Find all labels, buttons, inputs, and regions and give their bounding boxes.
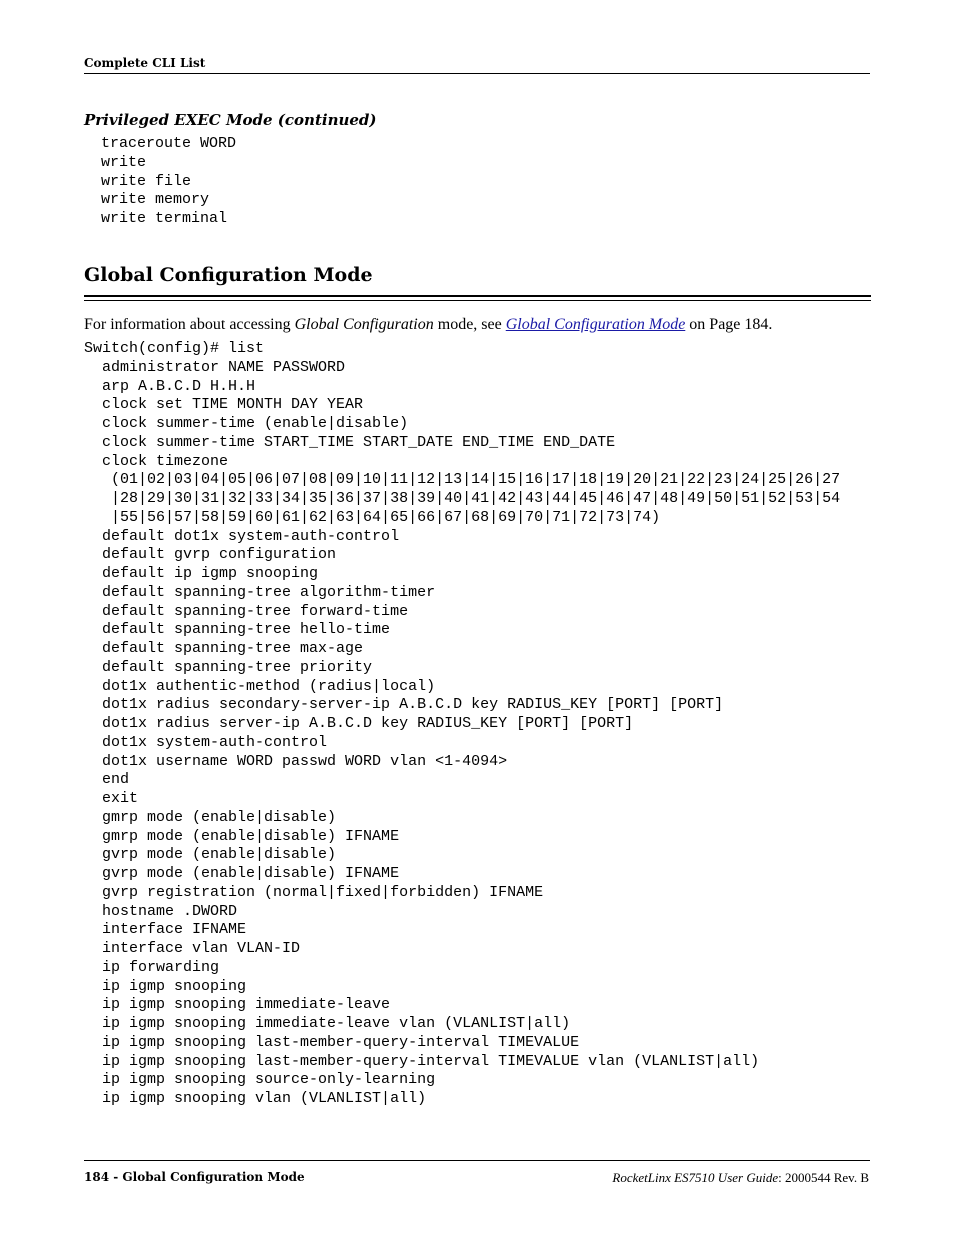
command-line: |55|56|57|58|59|60|61|62|63|64|65|66|67|68|69|70|71|72|73|74) [102, 508, 661, 526]
command-line: clock set TIME MONTH DAY YEAR [102, 396, 364, 414]
command-line: hostname .DWORD [102, 902, 238, 920]
command-line: default spanning-tree max-age [102, 640, 364, 657]
command-line: write file [101, 172, 192, 190]
intro-text-after: on Page 184. [685, 316, 773, 333]
command-line: default spanning-tree forward-time [102, 602, 409, 620]
command-line: ip igmp snooping source-only-learning [102, 1071, 436, 1089]
heading-rule-thick [84, 295, 871, 297]
global-command-list [84, 340, 840, 1109]
command-line: ip igmp snooping [102, 977, 247, 995]
command-line: interface vlan VLAN-ID [102, 940, 301, 957]
command-line: interface IFNAME [102, 921, 247, 939]
command-line: gmrp mode (enable|disable) [102, 808, 337, 826]
command-line: administrator NAME PASSWORD [102, 358, 346, 376]
intro-paragraph [84, 316, 772, 334]
footer-doc-title: RocketLinx ES7510 User Guide [612, 1170, 779, 1185]
command-line: arp A.B.C.D H.H.H [102, 377, 256, 395]
command-line: clock timezone [102, 452, 229, 470]
command-line: default dot1x system-auth-control [102, 527, 400, 545]
command-line: default ip igmp snooping [102, 565, 319, 582]
command-line: ip igmp snooping last-member-query-interval TIMEVALUE vlan (VLANLIST|all) [102, 1052, 760, 1070]
intro-italic-term: Global Configuration [294, 316, 434, 333]
command-line: write memory [101, 191, 210, 209]
command-line: dot1x radius server-ip A.B.C.D key RADIUS_KEY [PORT] [PORT] [102, 715, 634, 732]
continued-section-title: Privileged EXEC Mode (continued) [84, 111, 377, 129]
command-line: end [102, 771, 130, 789]
global-config-mode-link[interactable]: Global Configuration Mode [505, 316, 686, 333]
command-line: default spanning-tree algorithm-timer [102, 583, 436, 601]
command-line: ip forwarding [102, 958, 220, 976]
command-line: |28|29|30|31|32|33|34|35|36|37|38|39|40|41|42|43|44|45|46|47|48|49|50|51|52|53|54 [102, 490, 841, 507]
command-line: traceroute WORD [101, 135, 237, 152]
command-line: ip igmp snooping vlan (VLANLIST|all) [102, 1090, 427, 1107]
footer-page-label: 184 - Global Configuration Mode [84, 1170, 305, 1184]
heading-rule-thin [84, 300, 871, 301]
intro-text-mid: mode, see [433, 316, 506, 333]
command-line: dot1x authentic-method (radius|local) [102, 677, 436, 695]
command-line: gvrp registration (normal|fixed|forbidden) IFNAME [102, 883, 544, 901]
command-line: gvrp mode (enable|disable) [102, 846, 337, 864]
command-line: dot1x radius secondary-server-ip A.B.C.D key RADIUS_KEY [PORT] [PORT] [102, 696, 724, 714]
footer-rule [84, 1160, 870, 1161]
command-line: default gvrp configuration [102, 546, 337, 564]
command-line: default spanning-tree priority [102, 658, 373, 676]
command-line: gmrp mode (enable|disable) IFNAME [102, 827, 400, 845]
cli-prompt: Switch(config)# list [84, 340, 265, 357]
command-line: dot1x system-auth-control [102, 733, 328, 751]
command-line: clock summer-time START_TIME START_DATE END_TIME END_DATE [102, 433, 616, 451]
section-heading: Global Configuration Mode [84, 264, 373, 286]
command-line: ip igmp snooping last-member-query-interval TIMEVALUE [102, 1033, 580, 1051]
command-line: (01|02|03|04|05|06|07|08|09|10|11|12|13|14|15|16|17|18|19|20|21|22|23|24|25|26|27 [102, 471, 841, 489]
command-line: default spanning-tree hello-time [102, 621, 391, 639]
command-line: ip igmp snooping immediate-leave [102, 996, 391, 1014]
command-line: write terminal [101, 210, 228, 227]
command-line: dot1x username WORD passwd WORD vlan <1-4094> [102, 752, 508, 770]
continued-command-list [101, 135, 236, 229]
running-header-title: Complete CLI List [84, 56, 206, 70]
command-line: exit [102, 790, 139, 807]
command-line: write [101, 153, 147, 171]
command-line: gvrp mode (enable|disable) IFNAME [102, 865, 400, 882]
command-line: clock summer-time (enable|disable) [102, 415, 409, 432]
header-rule [84, 73, 870, 74]
intro-text-before: For information about accessing [84, 316, 295, 333]
footer-doc-info [612, 1170, 869, 1186]
footer-doc-rev: : 2000544 Rev. B [778, 1170, 869, 1185]
command-line: ip igmp snooping immediate-leave vlan (VLANLIST|all) [102, 1015, 571, 1032]
